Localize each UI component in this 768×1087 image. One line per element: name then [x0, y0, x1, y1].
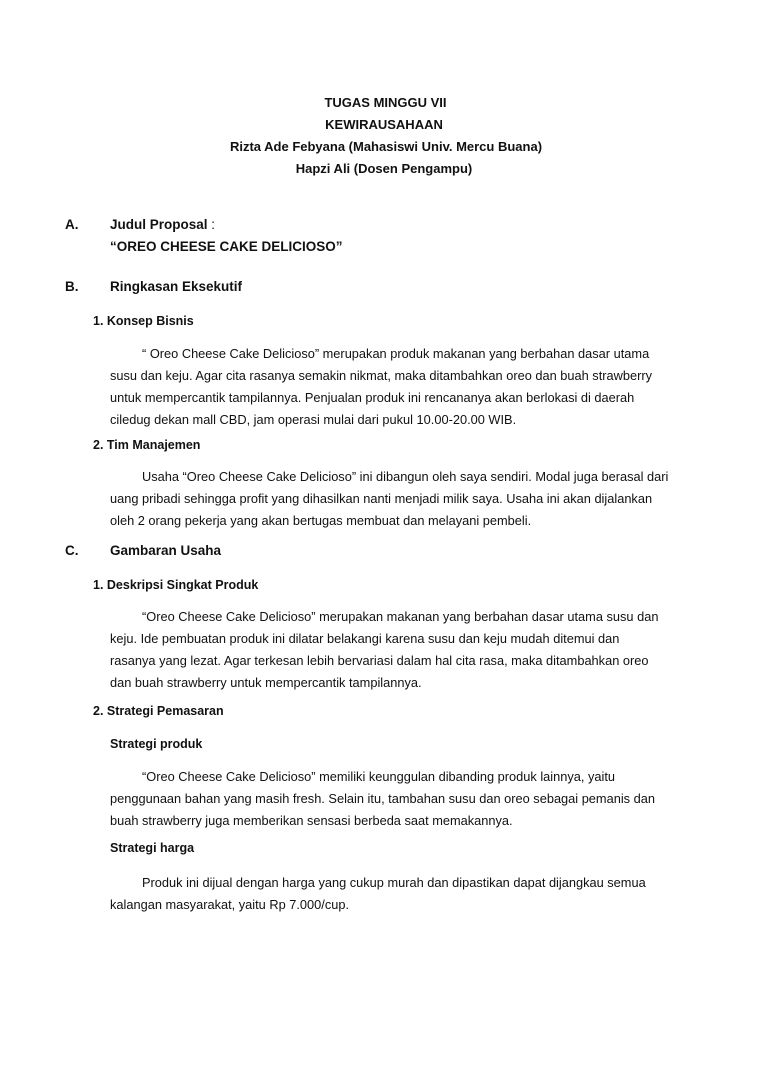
paragraph-strategi-produk — [110, 766, 675, 832]
paragraph-line: oleh 2 orang pekerja yang akan bertugas membuat dan melayani pembeli. — [110, 513, 532, 528]
label-strategi-produk: Strategi produk — [110, 737, 203, 751]
paragraph-line: Usaha “Oreo Cheese Cake Delicioso” ini dibangun oleh saya sendiri. Modal juga berasal dari — [142, 469, 669, 484]
header-title: TUGAS MINGGU VII — [324, 95, 447, 110]
section-b-heading: Ringkasan Eksekutif — [110, 279, 243, 294]
header-author: Rizta Ade Febyana (Mahasiswi Univ. Mercu Buana) — [229, 139, 543, 154]
section-a-colon: : — [207, 217, 216, 232]
paragraph-line: keju. Ide pembuatan produk ini dilatar belakangi karena susu dan keju mudah ditemui dan — [110, 631, 620, 646]
paragraph-line: ciledug dekan mall CBD, jam operasi mulai dari pukul 10.00-20.00 WIB. — [110, 412, 517, 427]
proposal-title: “OREO CHEESE CAKE DELICIOSO” — [110, 239, 343, 254]
subheading-deskripsi-produk: 1. Deskripsi Singkat Produk — [93, 578, 259, 592]
section-a-heading-text: Judul Proposal — [110, 217, 208, 232]
section-b-letter: B. — [65, 279, 79, 294]
paragraph-line: susu dan keju. Agar cita rasanya semakin nikmat, maka ditambahkan oreo dan buah strawberry — [110, 368, 653, 383]
paragraph-konsep-bisnis — [110, 343, 675, 431]
paragraph-deskripsi-produk — [110, 606, 675, 694]
section-a-heading — [110, 217, 215, 232]
paragraph-line: Produk ini dijual dengan harga yang cukup murah dan dipastikan dapat dijangkau semua — [142, 875, 646, 890]
paragraph-line: “Oreo Cheese Cake Delicioso” memiliki keunggulan dibanding produk lainnya, yaitu — [142, 769, 616, 784]
subheading-tim-manajemen: 2. Tim Manajemen — [93, 438, 201, 452]
paragraph-tim-manajemen — [110, 466, 675, 532]
paragraph-line: kalangan masyarakat, yaitu Rp 7.000/cup. — [110, 897, 350, 912]
document-header — [0, 92, 768, 180]
subheading-strategi-pemasaran: 2. Strategi Pemasaran — [93, 704, 224, 718]
paragraph-strategi-harga — [110, 872, 675, 916]
label-strategi-harga: Strategi harga — [110, 841, 195, 855]
paragraph-line: dan buah strawberry untuk mempercantik tampilannya. — [110, 675, 422, 690]
paragraph-line: “Oreo Cheese Cake Delicioso” merupakan makanan yang berbahan dasar utama susu dan — [142, 609, 659, 624]
section-a-letter: A. — [65, 217, 79, 232]
header-lecturer: Hapzi Ali (Dosen Pengampu) — [295, 161, 473, 176]
paragraph-line: untuk mempercantik tampilannya. Penjualan produk ini rencananya akan berlokasi di daerah — [110, 390, 635, 405]
paragraph-line: buah strawberry juga memberikan sensasi berbeda saat memakannya. — [110, 813, 513, 828]
section-c-heading: Gambaran Usaha — [110, 543, 222, 558]
section-c-letter: C. — [65, 543, 79, 558]
paragraph-line: rasanya yang lezat. Agar terkesan lebih bervariasi dalam hal cita rasa, maka ditambahkan oreo — [110, 653, 649, 668]
paragraph-line: penggunaan bahan yang masih fresh. Selain itu, tambahan susu dan oreo sebagai pemanis dan — [110, 791, 655, 806]
paragraph-line: uang pribadi sehingga profit yang dihasilkan nanti menjadi milik saya. Usaha ini akan dijalankan — [110, 491, 653, 506]
paragraph-line: “ Oreo Cheese Cake Delicioso” merupakan produk makanan yang berbahan dasar utama — [142, 346, 650, 361]
subheading-konsep-bisnis: 1. Konsep Bisnis — [93, 314, 194, 328]
header-subject: KEWIRAUSAHAAN — [325, 117, 443, 132]
